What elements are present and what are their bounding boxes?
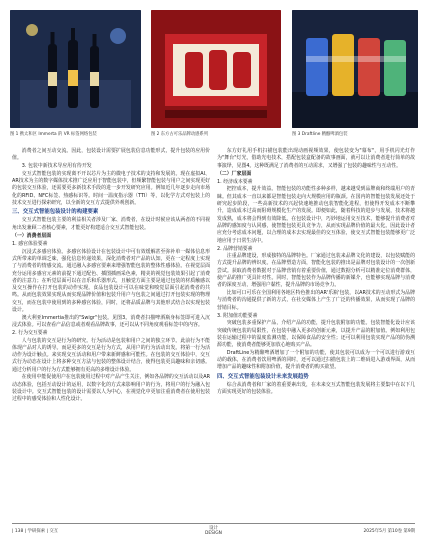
- body-paragraph: 交互式智能包装主要的利益相关者涉及厂家、消费者，在设计时候应该从两者的不同视角出发兼顾二者核心要素，才能更好构建适合交互式智能包装。: [12, 217, 210, 231]
- footer-divider: [12, 523, 415, 524]
- body-paragraph: 人与包装的交互是行为的研究。行为活动是包装和用户之间的独立环节。此前行为不能体现产品对人的诱导。而是更多的交互是行为方式，从用户的行为活动出发。将第一行为活动作为设计触点。来实现交互活动和用户带来新鲜感和可能性。在包装的交互体验中，交互式行为动态在设计上将多种交互方法与包装的整体设计结合，使得包装更具趣味和亲切感。通过分析用户的行为方式能够拥有更高的多维设计体验。: [12, 337, 210, 373]
- body-paragraph: DraftLine为精酿啤酒增加了一个附加的功能，使其包装可以成为一个可以进行游戏互动的载体，在消费者饮用啤酒的同时，还可以通过扫描包装上的二维码进入游戏界面，从而增加产品的趣味性和附加价值，提升消费者的购买欲望。: [217, 349, 415, 371]
- subheading: 3. 包装中新技术导应用有待开发: [21, 162, 92, 169]
- journal-logo-top: 设计: [209, 526, 218, 531]
- subsubsection-heading: 3. 附加值功能要素: [217, 312, 258, 319]
- body-paragraph: 注重品牌建设，形成独特的品牌特色。厂家通过包装来品牌文化的建设，以包装赋能的方式提升品牌的辨识度。在品牌塑造方面，智能化包装的推出是品牌对包装设计的一次创新尝试。获取消费者数据对于品牌营销有着重要价值，通过数据分析可以精准定位消费群体，使产品的推广更具针对性。同时，智能包装作为品牌传播的新媒介，也能够实现品牌与消费者的深度互动，增强用户黏性，提升品牌的市场竞争力。: [217, 253, 415, 289]
- subsubsection-heading: 1. 经济成本要素: [217, 179, 253, 186]
- figure-1-image: [10, 10, 141, 128]
- journal-logo: [205, 526, 222, 536]
- footer-issue-info: 2025年5月 第10卷 第9期: [363, 529, 415, 534]
- body-paragraph: 把控成本，提升效益。智能包装的功能性多种多样，越来越受到品牌商和终端用户的青睐。但其成本一直以来都是智能包装走向大规模应用的瓶颈。在国内的智能包装发展还处于研究起步阶段，一些高新技术的兴起快速地推动包装智能化进程，但使得开发成本不断攀升，造成成本过高而阻碍规模化生产的发展。即便如此，随着科技的进步与发展，技术将越发成熟，成本将会得到有效降低。在包装设计中，巧妙地运用交互技术，能够提升消费者对品牌的感知度与认同感，使智能包装更具竞争力，从而实现品牌价值的最大化。因此设计者应充分考虑成本问题，以合理的成本去实现最佳的交互体验，使交互式智能包装能够更广泛地应用于日常生活中。: [217, 186, 415, 244]
- figure-3-image: [292, 10, 418, 128]
- figure-row: [10, 10, 417, 142]
- journal-logo-bottom: DESIGN: [205, 531, 222, 536]
- body-paragraph: 消费者之间互动交流。因此，包装设计需要扩展包装信息功能形式，提升包装的应用价值。: [12, 148, 210, 162]
- body-paragraph: 交互式智能包装的实现离不开以芯片为主的微电子技术的支持和发展的。现在虚拟AI、AR技术为主的数字媒体技术推广泛应用于智能包装中，但频繁智能包装与用户之间实现更好的包装交互体验，还需要更多新技术手段的进一步开发研究应用。例如近几年逐步走向市场化的RFID、NFC标签、热感标识等。时间一温度指示器（TTI）等，以化学方式对包装上的技术交互进行探索研究，以全新的交互方式提供外观创新。: [12, 170, 210, 206]
- cola-packaging-illustration: [151, 10, 281, 128]
- figure-2-image: [151, 10, 281, 128]
- body-paragraph: 澳大利亚Immertia推出的"Swigr"包装。见图3。消费者扫描啤酒瓶身标签即可进入沉浸式体验。可以查看产品信息或者观看品牌故事，还可以从不同角度观看标签中的内容。: [12, 314, 210, 328]
- subsection-heading: （二）厂家层面: [217, 170, 252, 177]
- body-paragraph: 在使用中能促使用户在包装使用过程中对产品产生关注，例如各品牌的交互活动以及AR动态体验，包括互动设计的运用，以数字化的方式来影响用户的行为，将用户的行为融入包装设计中。交互式智能包装的设计需要以人为中心，在视觉化中更加注重消费者在使用包装过程中的感受体验和人性化设计。: [12, 374, 210, 403]
- body-paragraph: 沉浸式多感官体验。多感官体验设计在包装设计中可有效缓解甚至弥补单一媒体信息形式所带来的单调乏味，强化信息传递效果，深化消费者对产品的认知，更在一定程度上实现了与消费者的情感交流。通过融入多感官要素来增强智能包装的整体性感体验。在视觉层面充分运用多感官元素的前提下通过配色、插图插画采色素，精美的视觉包装效果引起了消费者的注意力；在听觉层面可以在音乐和乐器形式，且触觉方面主要是通过包装的材质触感以及交互操作在打开包装的动作实现。食品包装设计可以在味觉和嗅觉层面引起消费者的共鸣。从而包装效果实现从而实现品牌价值和包装升用户与包装之间通过打开包装实现的物理交互，而在包装中使用到的多种感官体验，同时，还将品质品牌与其他形式结合以实现包装设计。: [12, 248, 210, 314]
- wine-bottles-illustration: [10, 10, 141, 128]
- section-heading: 四、交互式智能包装设计未来发展趋势: [217, 373, 309, 380]
- body-paragraph: 综合从消费者和厂家的着重要素出发，在未来交互式智能包装发展将主要集中在以下几方面实现更好的包装体验。: [217, 381, 415, 396]
- subsection-heading: （一）消费者层面: [12, 233, 52, 240]
- body-paragraph: 东方好礼用手机扫描包装能出现动画视频效果，使包装变为"幕布"，用手机闪光灯作为"舞台"灯光，借助光电技术，搭配包装盒配备的故事画面，就可以让消费者进行简单的故事演绎，见图4。这种既满足了消费者的互动需求，又增强了包装的趣味性与互动性。: [217, 148, 415, 169]
- right-column: [217, 148, 415, 397]
- figure-1-caption: 图 1 携太和区 Immerta 的 VR 标签网络包装: [10, 132, 97, 137]
- left-column: [12, 148, 210, 404]
- figure-2-caption: 图 2 东方古可乐品牌动感系列: [151, 132, 209, 137]
- body-paragraph: 突破包装多重保护产品，介绍产品的功能，提升包装附加的功能。包装智能化设计应该突破传统包装的局限性，在包装中融入更多的创新元素，以提升产品的附加值。例如利用包装在运输过程中的温度监测功能，以保障食品的安全性；还可以利用包装实现产品的防伪溯源功能，使消费者能够更加放心地购买产品。: [217, 320, 415, 349]
- beer-cans-illustration: [292, 10, 418, 128]
- figure-3-caption: 图 3 Draftline 精酿啤酒包装: [292, 132, 348, 137]
- subsubsection-heading: 2. 品牌营销要素: [217, 245, 253, 252]
- page-footer: [12, 526, 415, 536]
- footer-page-info: | 138 | 学研探索 | 交互: [12, 529, 59, 534]
- subsubsection-heading: 1. 感官体验要素: [12, 241, 48, 248]
- body-paragraph: 比如可口可乐在全国利用各地区特色推出的AR'乐瓶'包装，以AR技术的互动形式为品牌与消费者的沟通提供了新的方式，在社交媒体上产生了广泛的传播效果，从而实现了品牌的营销目标。: [217, 290, 415, 311]
- subsubsection-heading: 2. 行为交互要素: [12, 330, 48, 337]
- section-heading: 三、交互式智能包装设计的构建要素: [12, 209, 99, 216]
